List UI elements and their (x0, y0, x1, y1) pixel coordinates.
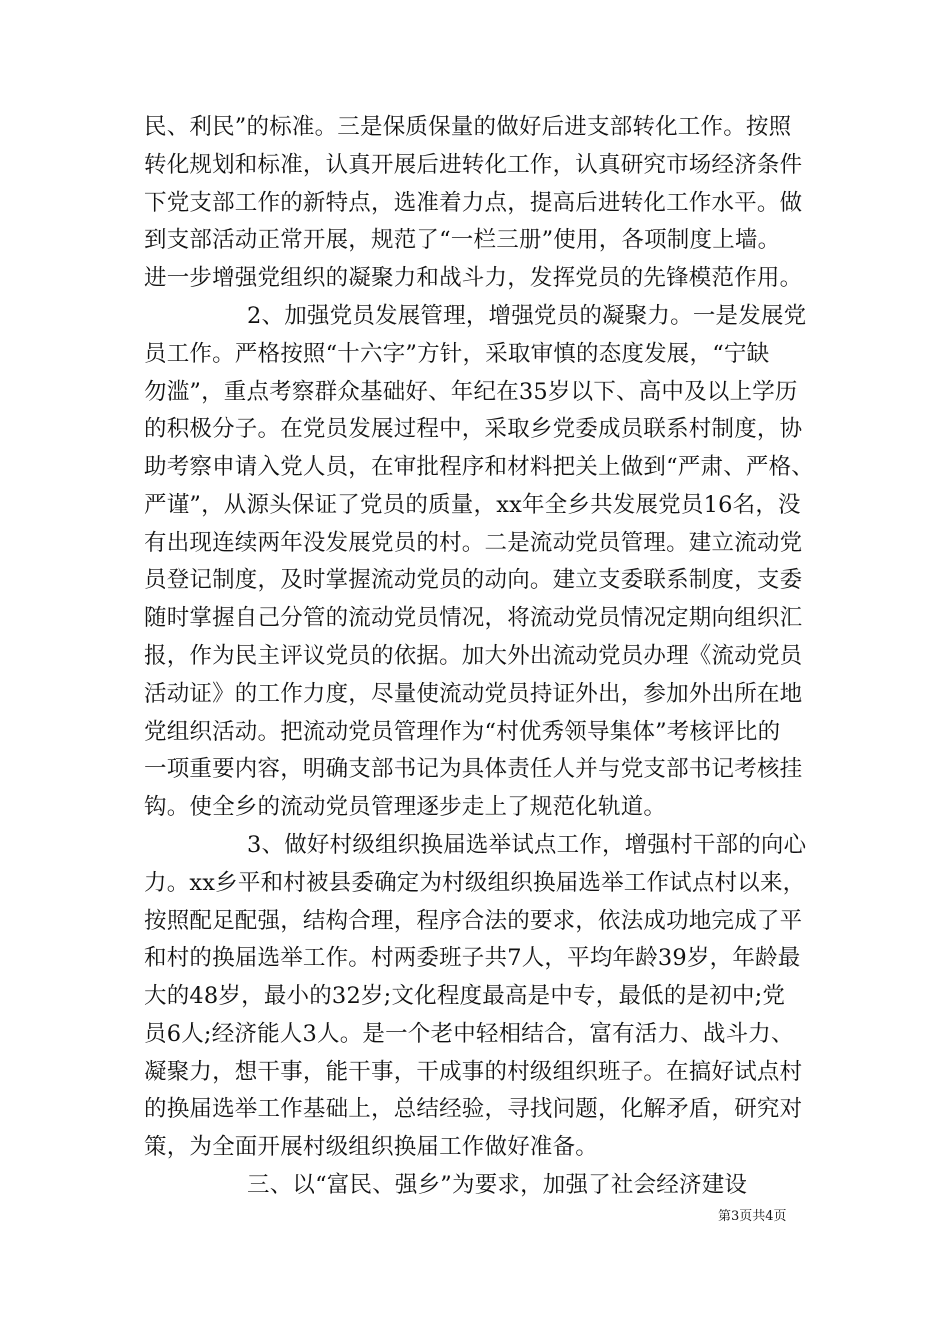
body-line: 一项重要内容，明确支部书记为具体责任人并与党支部书记考核挂 (144, 756, 803, 782)
body-line: 随时掌握自己分管的流动党员情况，将流动党员情况定期向组织汇 (144, 605, 803, 631)
body-line: 民、利民”的标准。三是保质保量的做好后进支部转化工作。按照 (144, 114, 792, 140)
body-line: 力。xx乡平和村被县委确定为村级组织换届选举工作试点村以来， (144, 870, 806, 896)
body-line: 员登记制度，及时掌握流动党员的动向。建立支委联系制度，支委 (144, 567, 803, 593)
body-line: 有出现连续两年没发展党员的村。二是流动党员管理。建立流动党 (144, 530, 803, 556)
body-line: 严谨”，从源头保证了党员的质量，xx年全乡共发展党员16名，没 (144, 492, 801, 518)
body-line: 勿滥”，重点考察群众基础好、年纪在35岁以下、高中及以上学历 (144, 379, 798, 405)
body-line: 的积极分子。在党员发展过程中，采取乡党委成员联系村制度，协 (144, 416, 803, 442)
body-line: 转化规划和标准，认真开展后进转化工作，认真研究市场经济条件 (144, 152, 803, 178)
body-line: 和村的换届选举工作。村两委班子共7人，平均年龄39岁，年龄最 (144, 945, 801, 971)
body-line: 到支部活动正常开展，规范了“一栏三册”使用，各项制度上墙。 (144, 227, 781, 253)
body-line: 员6人;经济能人3人。是一个老中轻相结合，富有活力、战斗力、 (144, 1021, 794, 1047)
section-heading: 三、以“富民、强乡”为要求，加强了社会经济建设 (247, 1172, 748, 1198)
body-line: 凝聚力，想干事，能干事，干成事的村级组织班子。在搞好试点村 (144, 1059, 803, 1085)
page-footer: 第3页共4页 (718, 1209, 787, 1224)
paragraph-start-line: 2、加强党员发展管理，增强党员的凝聚力。一是发展党 (247, 303, 807, 329)
paragraph-start-line: 3、做好村级组织换届选举试点工作，增强村干部的向心 (247, 832, 807, 858)
body-line: 党组织活动。把流动党员管理作为“村优秀领导集体”考核评比的 (144, 719, 781, 745)
body-line: 的换届选举工作基础上，总结经验，寻找问题，化解矛盾，研究对 (144, 1096, 803, 1122)
body-line: 进一步增强党组织的凝聚力和战斗力，发挥党员的先锋模范作用。 (144, 265, 803, 291)
body-line: 按照配足配强，结构合理，程序合法的要求，依法成功地完成了平 (144, 908, 803, 934)
body-line: 下党支部工作的新特点，选准着力点，提高后进转化工作水平。做 (144, 190, 803, 216)
body-line: 策，为全面开展村级组织换届工作做好准备。 (144, 1134, 599, 1160)
body-line: 钩。使全乡的流动党员管理逐步走上了规范化轨道。 (144, 794, 667, 820)
body-line: 报，作为民主评议党员的依据。加大外出流动党员办理《流动党员 (144, 643, 803, 669)
body-line: 大的48岁，最小的32岁;文化程度最高是中专，最低的是初中;党 (144, 983, 786, 1009)
body-line: 活动证》的工作力度，尽量使流动党员持证外出，参加外出所在地 (144, 681, 803, 707)
body-line: 员工作。严格按照“十六字”方针，采取审慎的态度发展，“宁缺 (144, 341, 770, 367)
body-line: 助考察申请入党人员，在审批程序和材料把关上做到“严肃、严格、 (144, 454, 815, 480)
